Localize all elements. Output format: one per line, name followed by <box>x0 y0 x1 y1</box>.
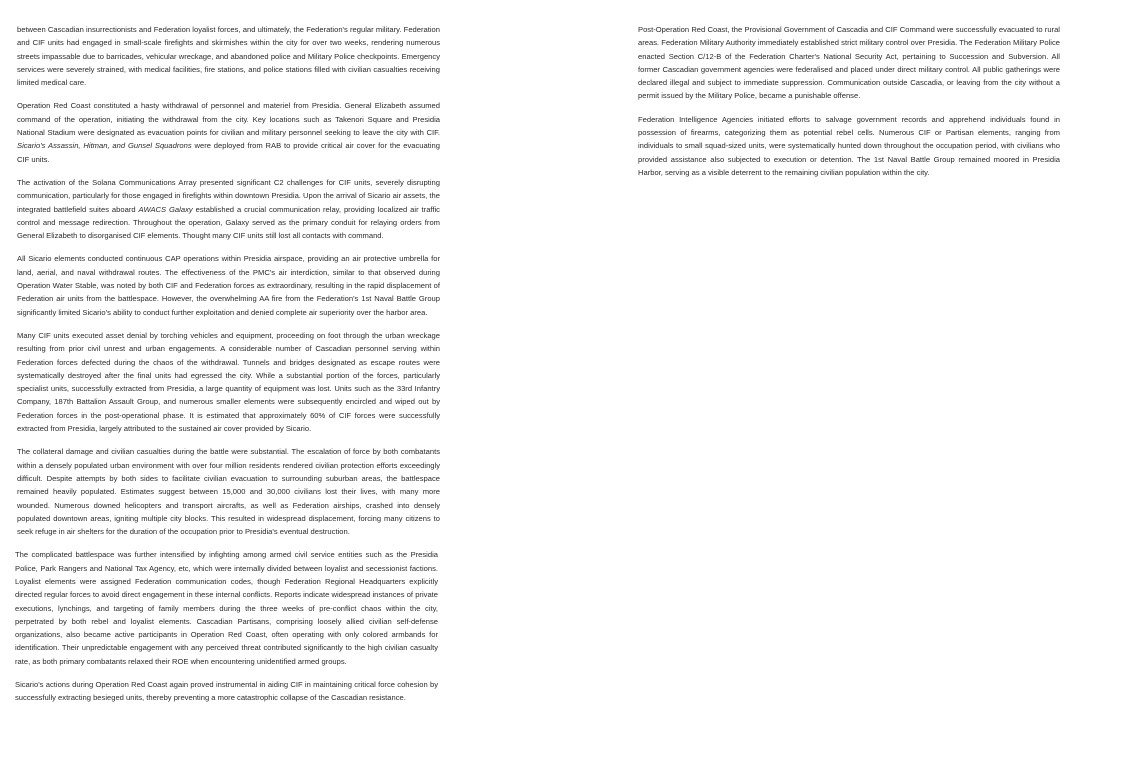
paragraph-italic-text: AWACS Galaxy <box>138 204 193 214</box>
left-column <box>17 23 440 715</box>
paragraph <box>17 99 440 165</box>
paragraph <box>17 176 440 242</box>
paragraph <box>638 23 1060 103</box>
paragraph-text: The collateral damage and civilian casualties during the battle were substantial. The escalation of force by both combatants within a densely populated urban environment with over four million residents rendered civilian protection efforts exceedingly difficult. Despite attempts by both sides to facilitate civilian evacuation to surrounding suburban areas, the battlespace remained heavily populated. Estimates suggest between 15,000 and 30,000 civilians lost their lives, with many more wounded. Numerous downed helicopters and transport aircrafts, as well as Federation airships, crashed into densely populated downtown areas, igniting multiple city blocks. This resulted in widespread displacement, forcing many citizens to seek refuge in air shelters for the duration of the occupation prior to Presidia's eventual destruction. <box>17 447 440 537</box>
paragraph <box>15 548 438 668</box>
paragraph-text: All Sicario elements conducted continuous CAP operations within Presidia airspace, providing an air protective umbrella for land, aerial, and naval withdrawal routes. The effectiveness of the PMC's air interdiction, similar to that observed during Operation Water Stable, was noted by both CIF and Federation forces as extraordinary, resulting in the rapid displacement of Federation air units from the battlespace. However, the overwhelming AA fire from the Federation's 1st Naval Battle Group significantly limited Sicario's ability to conduct further exploitation and denied complete air superiority over the harbor area. <box>17 254 440 317</box>
paragraph <box>17 23 440 89</box>
paragraph-text: established a crucial communication relay, providing localized air traffic control and message redirection. Throughout the operation, Galaxy served as the primary conduit for relaying orders from General Elizabeth to disorganised CIF elements. Thought many CIF units still lost all contacts with command. <box>17 204 440 241</box>
paragraph-italic-text: Sicario's Assassin, Hitman, and Gunsel Squadrons <box>17 141 192 151</box>
paragraph-text: The activation of the Solana Communications Array presented significant C2 challenges for CIF units, severely disrupting communication, particularly for those engaged in firefights within downtown Presidia. Upon the arrival of Sicario air assets, the integrated battlefield suites aboard <box>17 177 440 214</box>
paragraph-text: Many CIF units executed asset denial by torching vehicles and equipment, proceeding on foot through the urban wreckage resulting from prior civil unrest and urban engagements. A considerable number of Cascadian personnel serving within Federation forces defected during the chaos of the withdrawal. Tunnels and bridges designated as escape routes were systematically destroyed after the final units had egressed the city. While a substantial portion of the forces, particularly specialist units, successfully extracted from Presidia, a large quantity of equipment was lost. Units such as the 33rd Infantry Company, 187th Battalion Assault Group, and numerous smaller elements were subsequently encircled and wiped out by Federation forces in the post-operational phase. It is estimated that approximately 60% of CIF forces were successfully extracted from Presidia, largely attributed to the sustained air cover provided by Sicario. <box>17 330 440 434</box>
paragraph-text: Operation Red Coast constituted a hasty withdrawal of personnel and materiel from Presidia. General Elizabeth assumed command of the operation, initiating the withdrawal from the city. Key locations such as Takenori Square and Presidia National Stadium were designated as evacuation points for civilian and military personnel seeking to leave the city with CIF. <box>17 101 440 138</box>
paragraph <box>17 252 440 318</box>
paragraph-text: Sicario's actions during Operation Red Coast again proved instrumental in aiding CIF in maintaining critical force cohesion by successfully extracting besieged units, thereby preventing a more catastrophic collapse of the Cascadian resistance. <box>15 680 438 703</box>
paragraph-text: between Cascadian insurrectionists and Federation loyalist forces, and ultimately, the Federation's regular military. Federation and CIF units had engaged in small-scale firefights and skirmishes within the city for over two weeks, rendering numerous streets impassable due to barricades, vehicular wreckage, and abandoned police and Military Police checkpoints. Emergency services were severely strained, with medical facilities, fire stations, and police stations filled with civilian casualties receiving limited medical care. <box>17 25 440 88</box>
right-column <box>638 23 1060 189</box>
paragraph <box>15 678 438 705</box>
paragraph <box>638 113 1060 179</box>
paragraph-text: The complicated battlespace was further intensified by infighting among armed civil service entities such as the Presidia Police, Park Rangers and National Tax Agency, etc, which were internally divided between loyalist and secessionist factions. Loyalist elements were assigned Federation communication codes, though Federation Regional Headquarters explicitly directed regular forces to avoid direct engagement in these internal conflicts. Reports indicate widespread instances of private executions, lynchings, and targeting of family members during the three weeks of pre-conflict chaos within the city, perpetrated by both rebel and loyalist elements. Cascadian Partisans, comprising loosely allied civilian self-defense organizations, also became active participants in Operation Red Coast, often operating with only colored armbands for identification. Their unpredictable engagement with any perceived threat contributed significantly to the high civilian casualty rate, as both primary combatants relaxed their ROE when encountering unidentified armed groups. <box>15 550 438 666</box>
paragraph-text: were deployed from RAB to provide critical air cover for the evacuating CIF units. <box>17 141 440 164</box>
paragraph <box>17 445 440 538</box>
paragraph-text: Federation Intelligence Agencies initiated efforts to salvage government records and apprehend individuals found in possession of firearms, categorizing them as potential rebel cells. Numerous CIF or Partisan elements, ranging from individuals to small squad-sized units, were systematically hunted down throughout the occupation period, with civilians who provided assistance also subjected to execution or detention. The 1st Naval Battle Group remained moored in Presidia Harbor, serving as a visible deterrent to the remaining civilian population within the city. <box>638 114 1060 177</box>
paragraph-text: Post-Operation Red Coast, the Provisional Government of Cascadia and CIF Command were successfully evacuated to rural areas. Federation Military Authority immediately established strict military control over Presidia. The Federation Military Police enacted Section C/12-B of the Federation Charter's National Security Act, pertaining to Succession and Subversion. All former Cascadian government agencies were federalised and placed under direct military control. All public gatherings were declared illegal and subject to immediate suppression. Communication outside Cascadia, or leaving from the city without a permit issued by the Military Police, became a punishable offense. <box>638 25 1060 101</box>
paragraph <box>17 329 440 435</box>
